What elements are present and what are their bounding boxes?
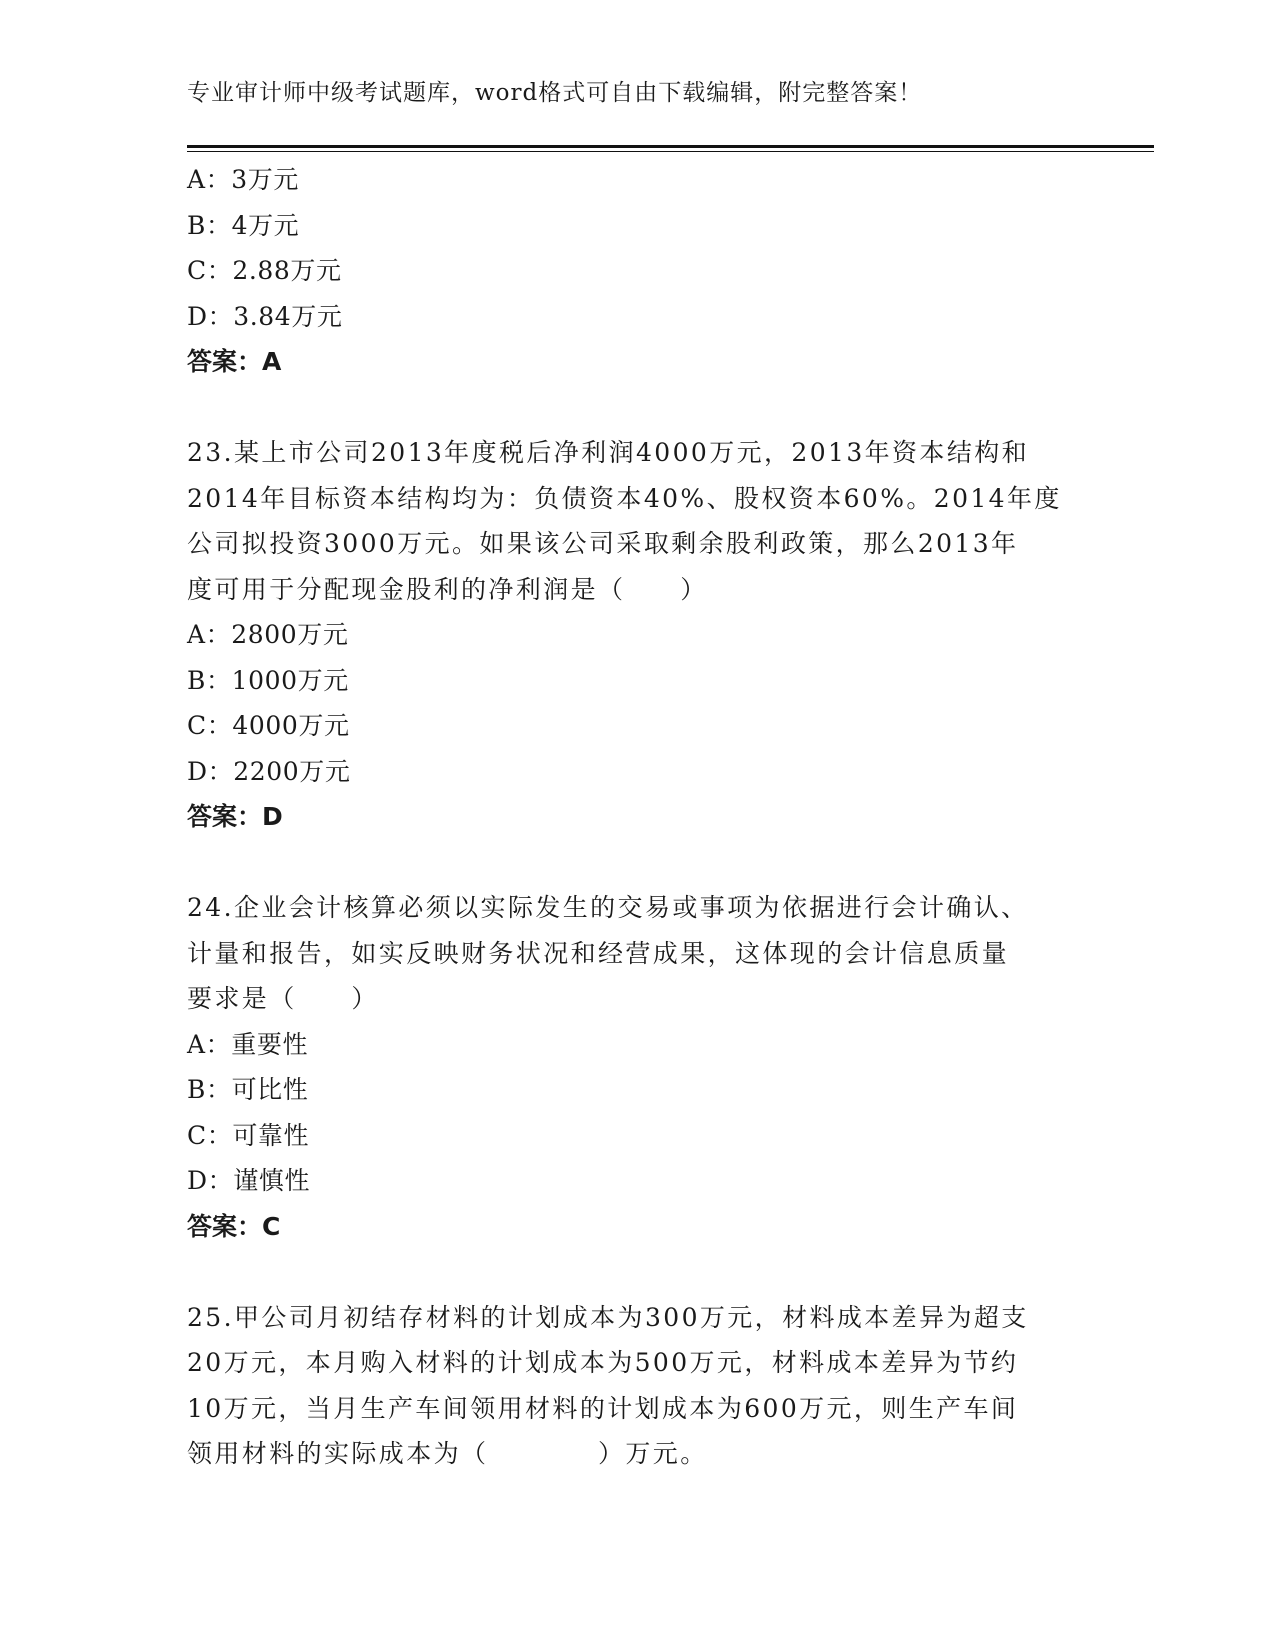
option-b: B：1000万元 <box>187 665 349 695</box>
option-d: D：2200万元 <box>187 756 351 786</box>
option-b: B：可比性 <box>187 1075 309 1104</box>
answer-line: 答案：C <box>187 1211 281 1241</box>
question-text-line: 20万元，本月购入材料的计划成本为500万元，材料成本差异为节约 <box>187 1348 1019 1377</box>
question-text-line: 24.企业会计核算必须以实际发生的交易或事项为依据进行会计确认、 <box>187 893 1029 922</box>
header-rule-thick <box>187 145 1154 148</box>
option-c: C：4000万元 <box>187 711 350 740</box>
question-24 <box>187 885 1087 1022</box>
question-text-line: 23.某上市公司2013年度税后净利润4000万元，2013年资本结构和 <box>187 438 1030 467</box>
question-text-line: 领用材料的实际成本为（ ）万元。 <box>187 1439 708 1468</box>
option-d: D：3.84万元 <box>187 301 343 331</box>
question-22-tail <box>187 157 1087 385</box>
spacer <box>187 1249 1087 1295</box>
option-c: C：可靠性 <box>187 1120 310 1150</box>
answer-line: 答案：D <box>187 802 283 831</box>
spacer <box>187 385 1087 431</box>
option-d: D：谨慎性 <box>187 1166 311 1195</box>
spacer <box>187 840 1087 886</box>
answer-line: 答案：A <box>187 347 282 376</box>
question-25 <box>187 1295 1087 1477</box>
question-text-line: 度可用于分配现金股利的净利润是（ ） <box>187 574 708 604</box>
header-rule-thin <box>187 151 1154 152</box>
question-text-line: 要求是（ ） <box>187 984 379 1013</box>
option-a: A：3万元 <box>187 165 299 194</box>
option-b: B：4万元 <box>187 210 300 240</box>
document-body <box>187 157 1087 1477</box>
option-a: A：重要性 <box>187 1029 309 1059</box>
question-text-line: 计量和报告，如实反映财务状况和经营成果，这体现的会计信息质量 <box>187 938 1010 968</box>
option-c: C：2.88万元 <box>187 256 342 285</box>
question-text-line: 2014年目标资本结构均为：负债资本40%、股权资本60%。2014年度 <box>187 483 1062 513</box>
question-text-line: 公司拟投资3000万元。如果该公司采取剩余股利政策，那么2013年 <box>187 529 1019 558</box>
question-23 <box>187 430 1087 612</box>
page-header: 专业审计师中级考试题库，word格式可自由下载编辑，附完整答案！ <box>187 80 923 106</box>
question-text-line: 10万元，当月生产车间领用材料的计划成本为600万元，则生产车间 <box>187 1393 1019 1423</box>
question-text-line: 25.甲公司月初结存材料的计划成本为300万元，材料成本差异为超支 <box>187 1302 1029 1332</box>
option-a: A：2800万元 <box>187 620 349 649</box>
